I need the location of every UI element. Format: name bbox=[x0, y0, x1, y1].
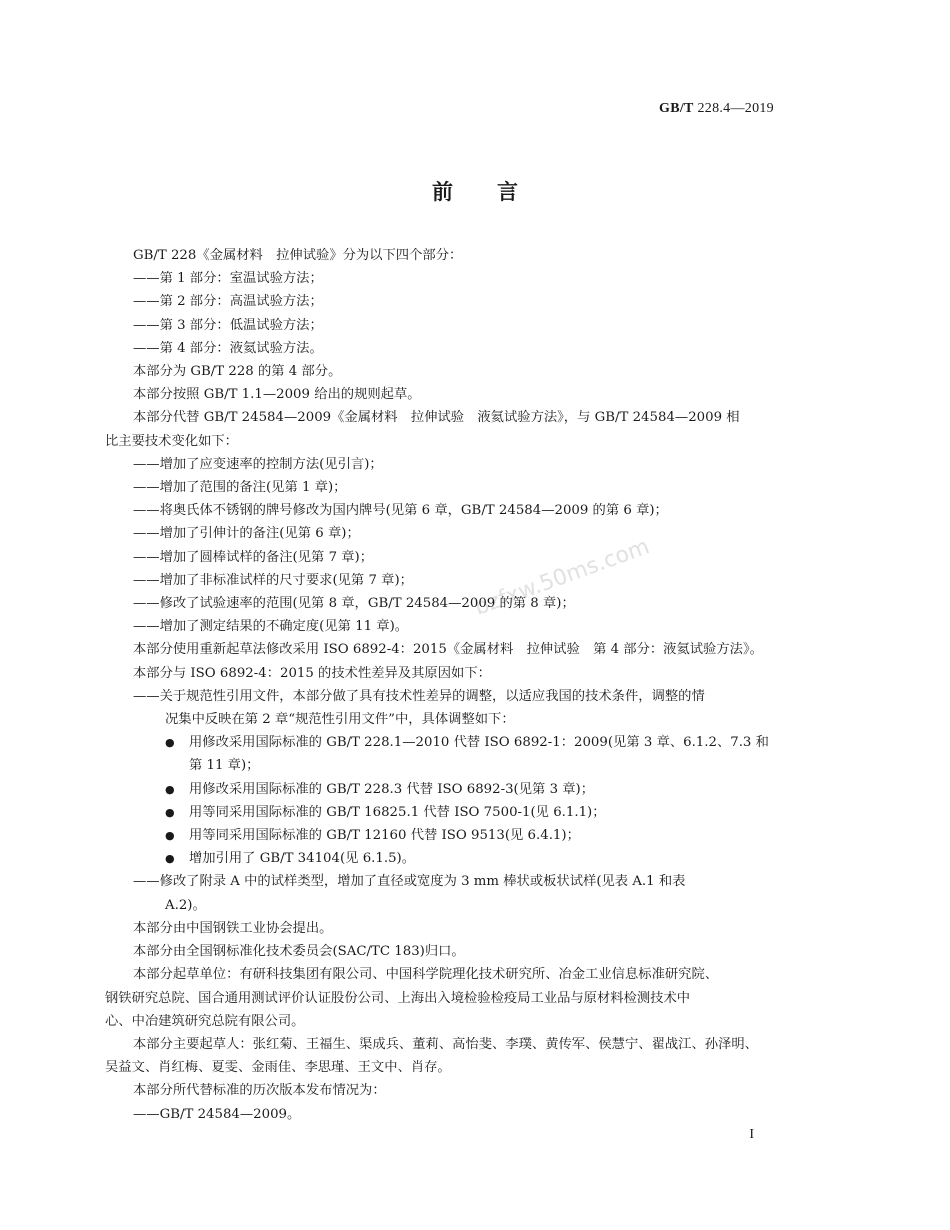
bullet-item bbox=[105, 824, 780, 847]
page-number: I bbox=[749, 1127, 754, 1142]
paragraph: 本部分为 GB/T 228 的第 4 部分。 bbox=[133, 364, 342, 380]
paragraph: 本部分与 ISO 6892-4：2015 的技术性差异及其原因如下： bbox=[133, 665, 491, 681]
change-item: ——增加了引伸计的备注(见第 6 章)； bbox=[133, 526, 360, 542]
paragraph: 本部分所代替标准的历次版本发布情况为： bbox=[133, 1083, 386, 1099]
bullet-text: 用等同采用国际标准的 GB/T 16825.1 代替 ISO 7500-1(见 6.1.1)； bbox=[189, 804, 606, 820]
part-item: ——第 1 部分：室温试验方法； bbox=[133, 271, 323, 287]
bullet-icon: ● bbox=[165, 852, 175, 866]
bullet-icon: ● bbox=[165, 782, 175, 796]
paragraph-line: 吴益文、肖红梅、夏雯、金雨佳、李思瑾、王文中、肖存。 bbox=[105, 1060, 451, 1076]
bullet-icon: ● bbox=[165, 736, 175, 750]
change-item: ——修改了试验速率的范围(见第 8 章，GB/T 24584—2009 的第 8 章)； bbox=[133, 596, 575, 612]
bullet-text: 用等同采用国际标准的 GB/T 12160 代替 ISO 9513(见 6.4.1)； bbox=[189, 828, 580, 844]
paragraph: ——GB/T 24584—2009。 bbox=[133, 1106, 301, 1122]
part-item: ——第 4 部分：液氦试验方法。 bbox=[133, 340, 323, 356]
page-title: 前言 bbox=[432, 180, 562, 204]
change-item: ——增加了应变速率的控制方法(见引言)； bbox=[133, 456, 383, 472]
difference-item-line: A.2)。 bbox=[165, 897, 206, 913]
standard-code bbox=[659, 101, 774, 117]
paragraph-line: 比主要技术变化如下： bbox=[105, 433, 238, 449]
paragraph-line: 本部分主要起草人：张红菊、王福生、渠成兵、董莉、高怡斐、李璞、黄传军、侯慧宁、翟战江、孙泽明、 bbox=[133, 1036, 758, 1052]
bullet-item bbox=[105, 778, 780, 801]
standard-code-number: 228.4—2019 bbox=[693, 101, 774, 116]
standard-code-prefix: GB/T bbox=[659, 101, 694, 116]
paragraph: 本部分按照 GB/T 1.1—2009 给出的规则起草。 bbox=[133, 387, 421, 403]
difference-item-line: ——关于规范性引用文件，本部分做了具有技术性差异的调整，以适应我国的技术条件，调整的情 bbox=[133, 688, 705, 704]
bullet-icon: ● bbox=[165, 805, 175, 819]
bullet-text: 用修改采用国际标准的 GB/T 228.3 代替 ISO 6892-3(见第 3 章)； bbox=[189, 781, 595, 797]
paragraph: GB/T 228《金属材料 拉伸试验》分为以下四个部分： bbox=[133, 248, 463, 263]
watermark: bzfxw.50ms.com bbox=[471, 534, 653, 621]
change-item: ——增加了圆棒试样的备注(见第 7 章)； bbox=[133, 549, 374, 565]
change-item: ——增加了范围的备注(见第 1 章)； bbox=[133, 480, 347, 496]
difference-item-line: 况集中反映在第 2 章“规范性引用文件”中，具体调整如下： bbox=[165, 712, 515, 728]
bullet-text: 用修改采用国际标准的 GB/T 228.1—2010 代替 ISO 6892-1：2009(见第 3 章、6.1.2、7.3 和 bbox=[189, 735, 769, 751]
bullet-item-continuation: 第 11 章)； bbox=[189, 758, 260, 774]
change-item: ——增加了测定结果的不确定度(见第 11 章)。 bbox=[133, 619, 409, 635]
paragraph: 本部分由中国钢铁工业协会提出。 bbox=[133, 920, 333, 936]
change-item: ——将奥氏体不锈钢的牌号修改为国内牌号(见第 6 章，GB/T 24584—2009 的第 6 章)； bbox=[133, 503, 668, 519]
bullet-item bbox=[105, 801, 780, 824]
bullet-item bbox=[105, 731, 780, 754]
bullet-text: 增加引用了 GB/T 34104(见 6.1.5)。 bbox=[189, 851, 416, 867]
paragraph-line: 本部分起草单位：有研科技集团有限公司、中国科学院理化技术研究所、冶金工业信息标准研究院、 bbox=[133, 967, 719, 983]
paragraph-line: 钢铁研究总院、国合通用测试评价认证股份公司、上海出入境检验检疫局工业品与原材料检测技术中 bbox=[105, 990, 691, 1006]
paragraph-line: 心、中冶建筑研究总院有限公司。 bbox=[105, 1013, 305, 1029]
part-item: ——第 3 部分：低温试验方法； bbox=[133, 317, 323, 333]
paragraph: 本部分使用重新起草法修改采用 ISO 6892-4：2015《金属材料 拉伸试验 第 4 部分：液氦试验方法》。 bbox=[133, 642, 763, 658]
paragraph-line: 本部分代替 GB/T 24584—2009《金属材料 拉伸试验 液氦试验方法》，与 GB/T 24584—2009 相 bbox=[133, 410, 740, 426]
change-item: ——增加了非标准试样的尺寸要求(见第 7 章)； bbox=[133, 572, 413, 588]
paragraph: 本部分由全国钢标准化技术委员会(SAC/TC 183)归口。 bbox=[133, 944, 465, 960]
part-item: ——第 2 部分：高温试验方法； bbox=[133, 294, 323, 310]
bullet-item bbox=[105, 847, 780, 870]
bullet-icon: ● bbox=[165, 829, 175, 843]
foreword-body bbox=[105, 244, 780, 1126]
difference-item-line: ——修改了附录 A 中的试样类型，增加了直径或宽度为 3 mm 棒状或板状试样(见表 A.1 和表 bbox=[133, 874, 686, 890]
